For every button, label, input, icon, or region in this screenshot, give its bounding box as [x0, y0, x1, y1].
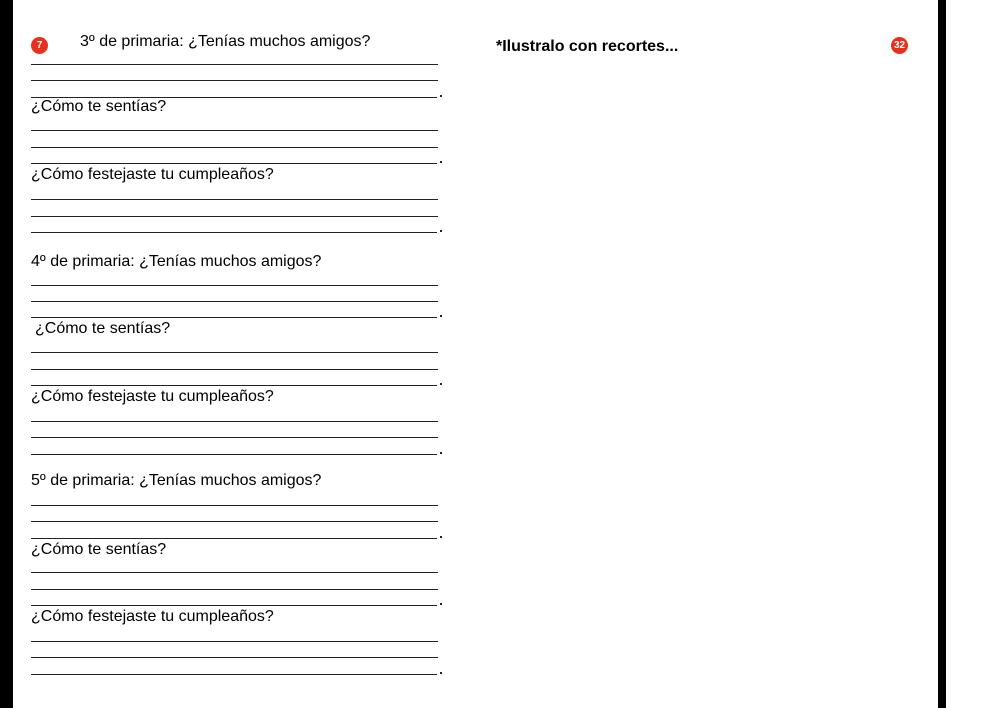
answer-line: [31, 285, 438, 286]
right-border: [938, 0, 946, 708]
answer-line: [31, 80, 438, 81]
line-end-dot: [440, 452, 442, 454]
line-end-dot: [440, 315, 442, 317]
question-feelings-5: ¿Cómo te sentías?: [31, 541, 167, 558]
question-birthday-5: ¿Cómo festejaste tu cumpleaños?: [31, 608, 274, 625]
answer-line: [31, 437, 438, 438]
answer-line: [31, 454, 437, 455]
answer-line: [31, 232, 437, 233]
answer-line: [31, 317, 437, 318]
answer-line: [31, 352, 438, 353]
question-feelings-4: ¿Cómo te sentías?: [35, 320, 171, 337]
answer-line: [31, 369, 438, 370]
answer-line: [31, 505, 438, 506]
answer-line: [31, 589, 438, 590]
answer-line: [31, 421, 438, 422]
answer-line: [31, 216, 438, 217]
line-end-dot: [440, 383, 442, 385]
answer-line: [31, 657, 438, 658]
answer-line: [31, 538, 437, 539]
instruction-text: *Ilustralo con recortes...: [496, 38, 679, 55]
question-feelings-3: ¿Cómo te sentías?: [31, 98, 167, 115]
line-end-dot: [440, 230, 442, 232]
answer-line: [31, 674, 437, 675]
answer-line: [31, 572, 438, 573]
answer-line: [31, 641, 438, 642]
question-friends-4: 4º de primaria: ¿Tenías muchos amigos?: [31, 253, 322, 270]
question-friends-5: 5º de primaria: ¿Tenías muchos amigos?: [31, 472, 322, 489]
line-end-dot: [440, 536, 442, 538]
answer-line: [31, 64, 438, 65]
answer-line: [31, 163, 437, 164]
left-border: [0, 0, 13, 708]
line-end-dot: [440, 161, 442, 163]
line-end-dot: [440, 603, 442, 605]
question-birthday-4: ¿Cómo festejaste tu cumpleaños?: [31, 388, 274, 405]
question-birthday-3: ¿Cómo festejaste tu cumpleaños?: [31, 166, 274, 183]
answer-line: [31, 301, 438, 302]
line-end-dot: [440, 672, 442, 674]
page-number-badge: 32: [891, 37, 908, 54]
line-end-dot: [440, 95, 442, 97]
question-friends-3: 3º de primaria: ¿Tenías muchos amigos?: [80, 33, 371, 50]
answer-line: [31, 199, 438, 200]
answer-line: [31, 521, 438, 522]
answer-line: [31, 385, 437, 386]
answer-line: [31, 605, 437, 606]
answer-line: [31, 147, 438, 148]
activity-number-badge: 7: [31, 37, 48, 54]
answer-line: [31, 130, 438, 131]
